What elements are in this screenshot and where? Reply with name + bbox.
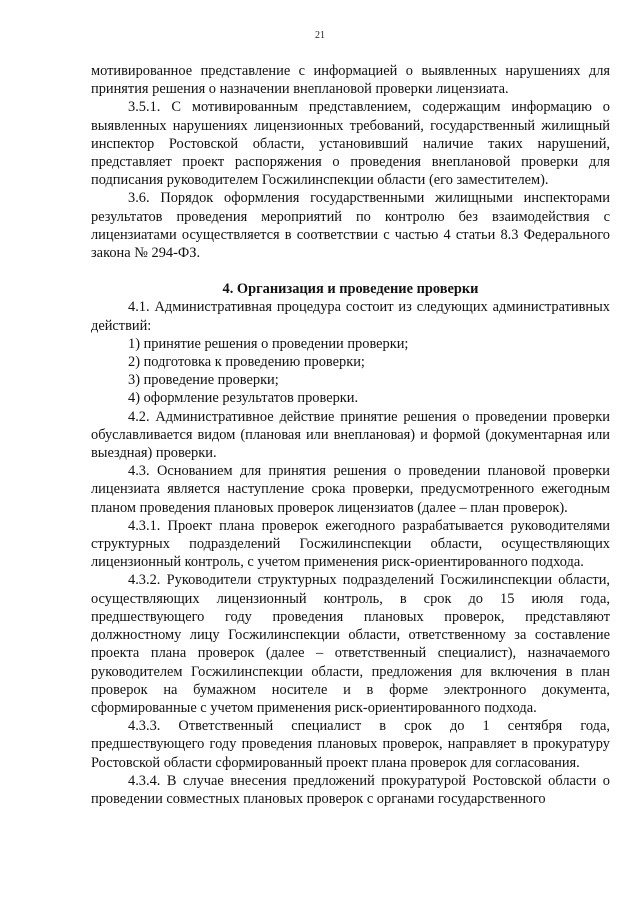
paragraph-4-3-2: 4.3.2. Руководители структурных подразделений Госжилинспекции области, осуществляющих лицензионный контроль, в срок до 15 июля года, предшествующего году проведения плановых проверок, представляют должностному лицу Госжилинспекции области, ответственному за составление проекта плана проверок (далее – ответственный специалист), назначаемого руководителем Госжилинспекции области, предложения для включения в план проверок на бумажном носителе и в форме электронного документа, сформированные с учетом применения риск-ориентированного подхода.	[91, 572, 610, 716]
paragraph-4-2: 4.2. Административное действие принятие решения о проведении проверки обуславливается видом (плановая или внеплановая) и формой (документарная или выездная) проверки.	[91, 408, 610, 462]
paragraph-4-3-3: 4.3.3. Ответственный специалист в срок до 1 сентября года, предшествующего году проведения плановых проверок, направляет в прокуратуру Ростовской области сформированный проект плана проверок для согласования.	[91, 718, 610, 771]
paragraph-4-3: 4.3. Основанием для принятия решения о проведении плановой проверки лицензиата является наступление срока проверки, предусмотренного ежегодным планом проведения плановых проверок лицензиатов (далее – план проверок).	[91, 463, 610, 516]
section-title: 4. Организация и проведение проверки	[222, 281, 479, 298]
paragraph-continuation: мотивированное представление с информацией о выявленных нарушениях для принятия решения о назначении внеплановой проверки лицензиата.	[91, 63, 610, 98]
paragraph-4-1: 4.1. Административная процедура состоит из следующих административных действий:	[91, 299, 610, 334]
paragraph-3-5-1: 3.5.1. С мотивированным представлением, содержащим информацию о выявленных нарушениях лицензионных требований, государственный жилищный инспектор Ростовской области, установивший наличие таких нарушений, представляет проект распоряжения о проведения внеплановой проверки для подписания руководителем Госжилинспекции области (его заместителем).	[91, 99, 610, 189]
paragraph-4-3-1: 4.3.1. Проект плана проверок ежегодного разрабатывается руководителями структурных подразделений Госжилинспекции области, осуществляющих лицензионный контроль, с учетом применения риск-ориентированного подхода.	[91, 517, 610, 571]
list-item: 1) принятие решения о проведении проверки;	[128, 335, 409, 352]
paragraph-4-3-4: 4.3.4. В случае внесения предложений прокуратурой Ростовской области о проведении совместных плановых проверок с органами государственного	[91, 772, 610, 807]
list-item: 4) оформление результатов проверки.	[128, 390, 359, 407]
list-item: 2) подготовка к проведению проверки;	[128, 354, 365, 371]
list-item: 3) проведение проверки;	[128, 372, 279, 389]
page-number: 21	[315, 30, 325, 41]
paragraph-3-6: 3.6. Порядок оформления государственными жилищными инспекторами результатов проведения мероприятий по контролю без взаимодействия с лицензиатами осуществляется в соответствии с частью 4 статьи 8.3 Федерального закона № 294-ФЗ.	[91, 190, 610, 262]
document-body	[91, 62, 610, 808]
